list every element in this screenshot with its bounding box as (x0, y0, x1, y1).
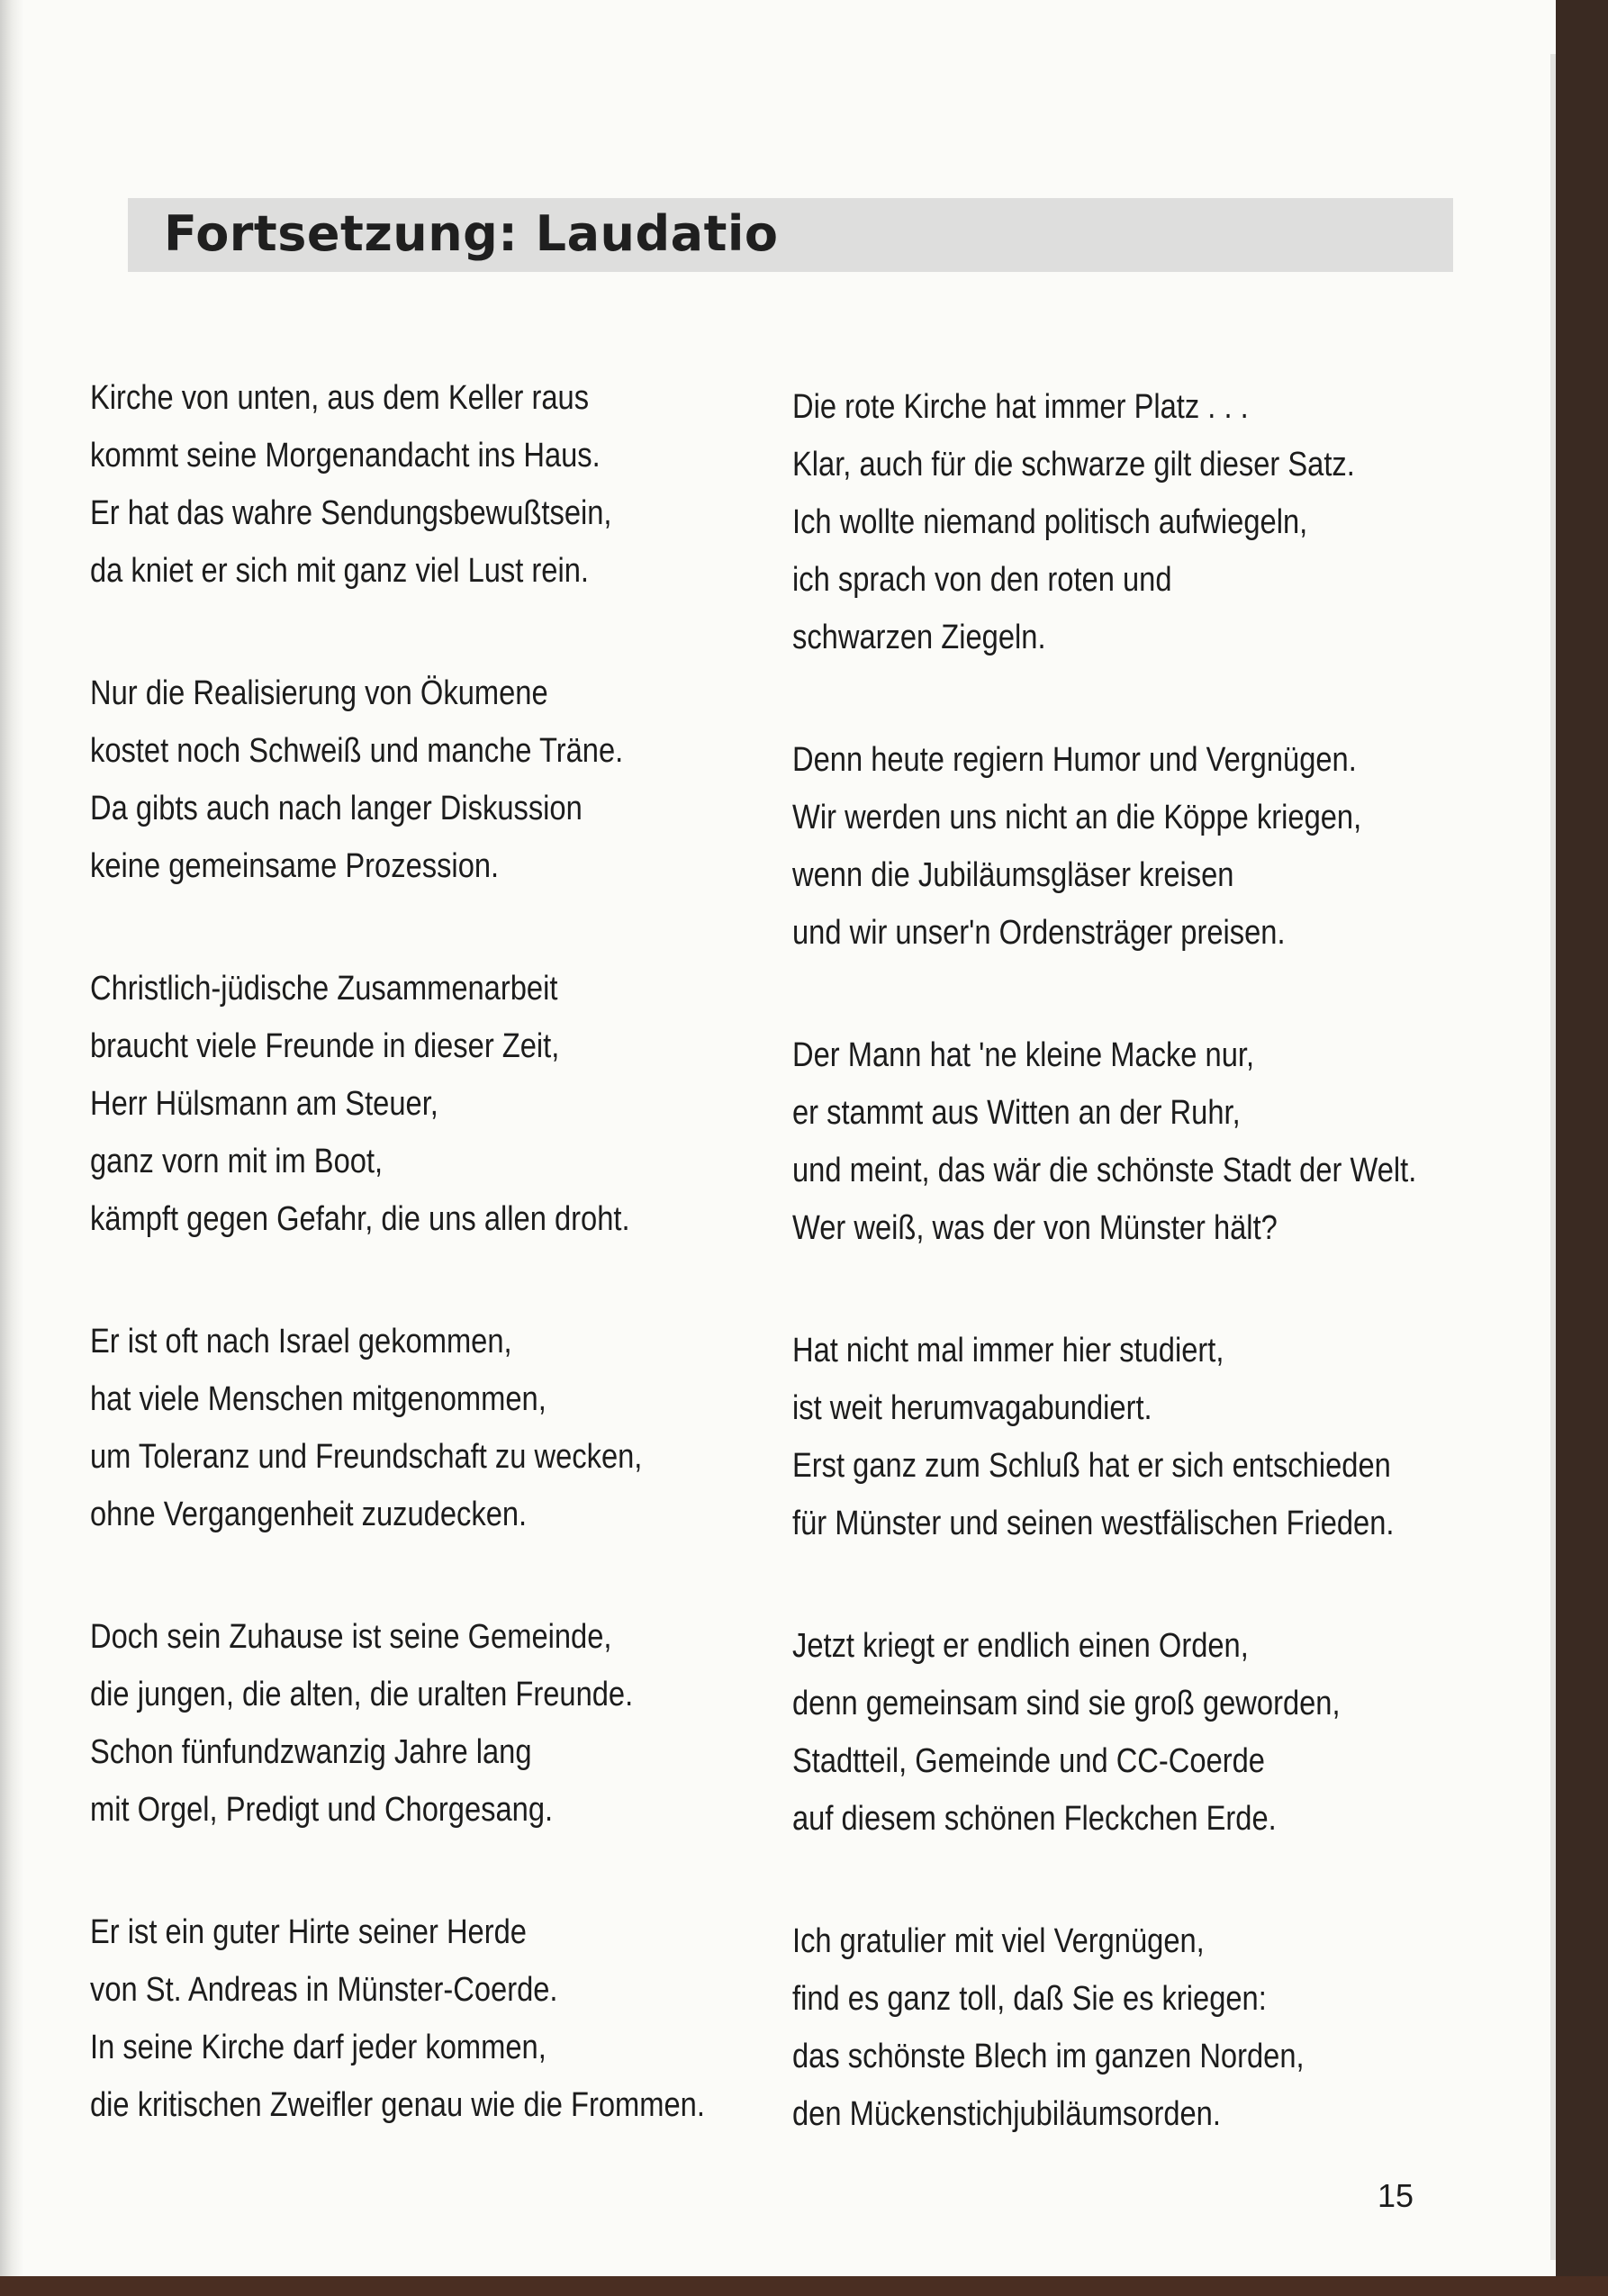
verse-line: Stadtteil, Gemeinde und CC-Coerde (792, 1742, 1265, 1780)
verse-line: den Mückenstichjubiläumsorden. (792, 2095, 1221, 2133)
verse-line: ganz vorn mit im Boot, (90, 1143, 384, 1180)
verse-line: ist weit herumvagabundiert. (792, 1389, 1152, 1427)
verse-line: ich sprach von den roten und (792, 561, 1172, 599)
scan-background (0, 2276, 1608, 2296)
verse-line: von St. Andreas in Münster-Coerde. (90, 1971, 558, 2009)
verse-line: Die rote Kirche hat immer Platz . . . (792, 388, 1249, 426)
binding-shadow (0, 0, 23, 2276)
verse-line: und wir unser'n Ordensträger preisen. (792, 914, 1286, 952)
stanza (792, 1026, 1417, 1257)
stanza (792, 1617, 1381, 1848)
verse-line: mit Orgel, Predigt und Chorgesang. (90, 1791, 554, 1829)
page-edge (1550, 54, 1556, 2260)
stanza (792, 378, 1381, 666)
verse-line: keine gemeinsame Prozession. (90, 847, 500, 885)
verse-line: das schönste Blech im ganzen Norden, (792, 2038, 1305, 2075)
page-number: 15 (1378, 2177, 1414, 2214)
page-title: Fortsetzung: Laudatio (164, 205, 779, 262)
stanza (90, 664, 679, 895)
verse-line: Kirche von unten, aus dem Keller raus (90, 379, 590, 417)
verse-line: Ich wollte niemand politisch aufwiegeln, (792, 503, 1308, 541)
verse-line: kommt seine Morgenandacht ins Haus. (90, 437, 601, 475)
stanza (90, 1903, 705, 2134)
verse-line: denn gemeinsam sind sie groß geworden, (792, 1685, 1341, 1722)
verse-line: hat viele Menschen mitgenommen, (90, 1380, 547, 1418)
verse-line: die kritischen Zweifler genau wie die Frommen. (90, 2086, 705, 2124)
verse-line: Jetzt kriegt er endlich einen Orden, (792, 1627, 1249, 1665)
stanza (90, 960, 679, 1248)
poem-column-left (90, 369, 705, 2134)
verse-line: braucht viele Freunde in dieser Zeit, (90, 1027, 560, 1065)
verse-line: schwarzen Ziegeln. (792, 619, 1046, 656)
verse-line: für Münster und seinen westfälischen Frieden. (792, 1505, 1395, 1542)
verse-line: Doch sein Zuhause ist seine Gemeinde, (90, 1618, 612, 1656)
verse-line: In seine Kirche darf jeder kommen, (90, 2029, 547, 2066)
verse-line: Klar, auch für die schwarze gilt dieser Satz. (792, 446, 1355, 484)
verse-line: Da gibts auch nach langer Diskussion (90, 790, 583, 827)
verse-line: Wer weiß, was der von Münster hält? (792, 1209, 1278, 1247)
verse-line: Hat nicht mal immer hier studiert, (792, 1332, 1224, 1369)
verse-line: und meint, das wär die schönste Stadt der Welt. (792, 1152, 1417, 1189)
stanza (90, 369, 679, 600)
stanza (792, 1912, 1381, 2143)
verse-line: die jungen, die alten, die uralten Freunde. (90, 1676, 634, 1713)
verse-line: Nur die Realisierung von Ökumene (90, 674, 548, 712)
stanza (792, 1322, 1395, 1552)
verse-line: Christlich-jüdische Zusammenarbeit (90, 970, 558, 1008)
section-header-bar (128, 198, 1453, 272)
poem-column-right (792, 378, 1417, 2143)
verse-line: ohne Vergangenheit zuzudecken. (90, 1496, 528, 1533)
verse-line: Wir werden uns nicht an die Köppe kriegen, (792, 799, 1362, 836)
verse-line: da kniet er sich mit ganz viel Lust rein. (90, 552, 590, 590)
verse-line: Ich gratulier mit viel Vergnügen, (792, 1922, 1205, 1960)
verse-line: Schon fünfundzwanzig Jahre lang (90, 1733, 532, 1771)
stanza (792, 731, 1381, 962)
verse-line: Der Mann hat 'ne kleine Macke nur, (792, 1036, 1255, 1074)
stanza (90, 1313, 679, 1543)
verse-line: Er ist ein guter Hirte seiner Herde (90, 1913, 527, 1951)
verse-line: Herr Hülsmann am Steuer, (90, 1085, 438, 1123)
verse-line: Er hat das wahre Sendungsbewußtsein, (90, 494, 612, 532)
verse-line: Denn heute regiern Humor und Vergnügen. (792, 741, 1357, 779)
verse-line: um Toleranz und Freundschaft zu wecken, (90, 1438, 643, 1476)
stanza (90, 1608, 679, 1839)
verse-line: Er ist oft nach Israel gekommen, (90, 1323, 512, 1360)
verse-line: find es ganz toll, daß Sie es kriegen: (792, 1980, 1267, 2018)
verse-line: Erst ganz zum Schluß hat er sich entschieden (792, 1447, 1391, 1485)
verse-line: kämpft gegen Gefahr, die uns allen droht. (90, 1200, 630, 1238)
verse-line: er stammt aus Witten an der Ruhr, (792, 1094, 1241, 1132)
verse-line: auf diesem schönen Fleckchen Erde. (792, 1800, 1277, 1838)
verse-line: kostet noch Schweiß und manche Träne. (90, 732, 624, 770)
verse-line: wenn die Jubiläumsgläser kreisen (792, 856, 1234, 894)
